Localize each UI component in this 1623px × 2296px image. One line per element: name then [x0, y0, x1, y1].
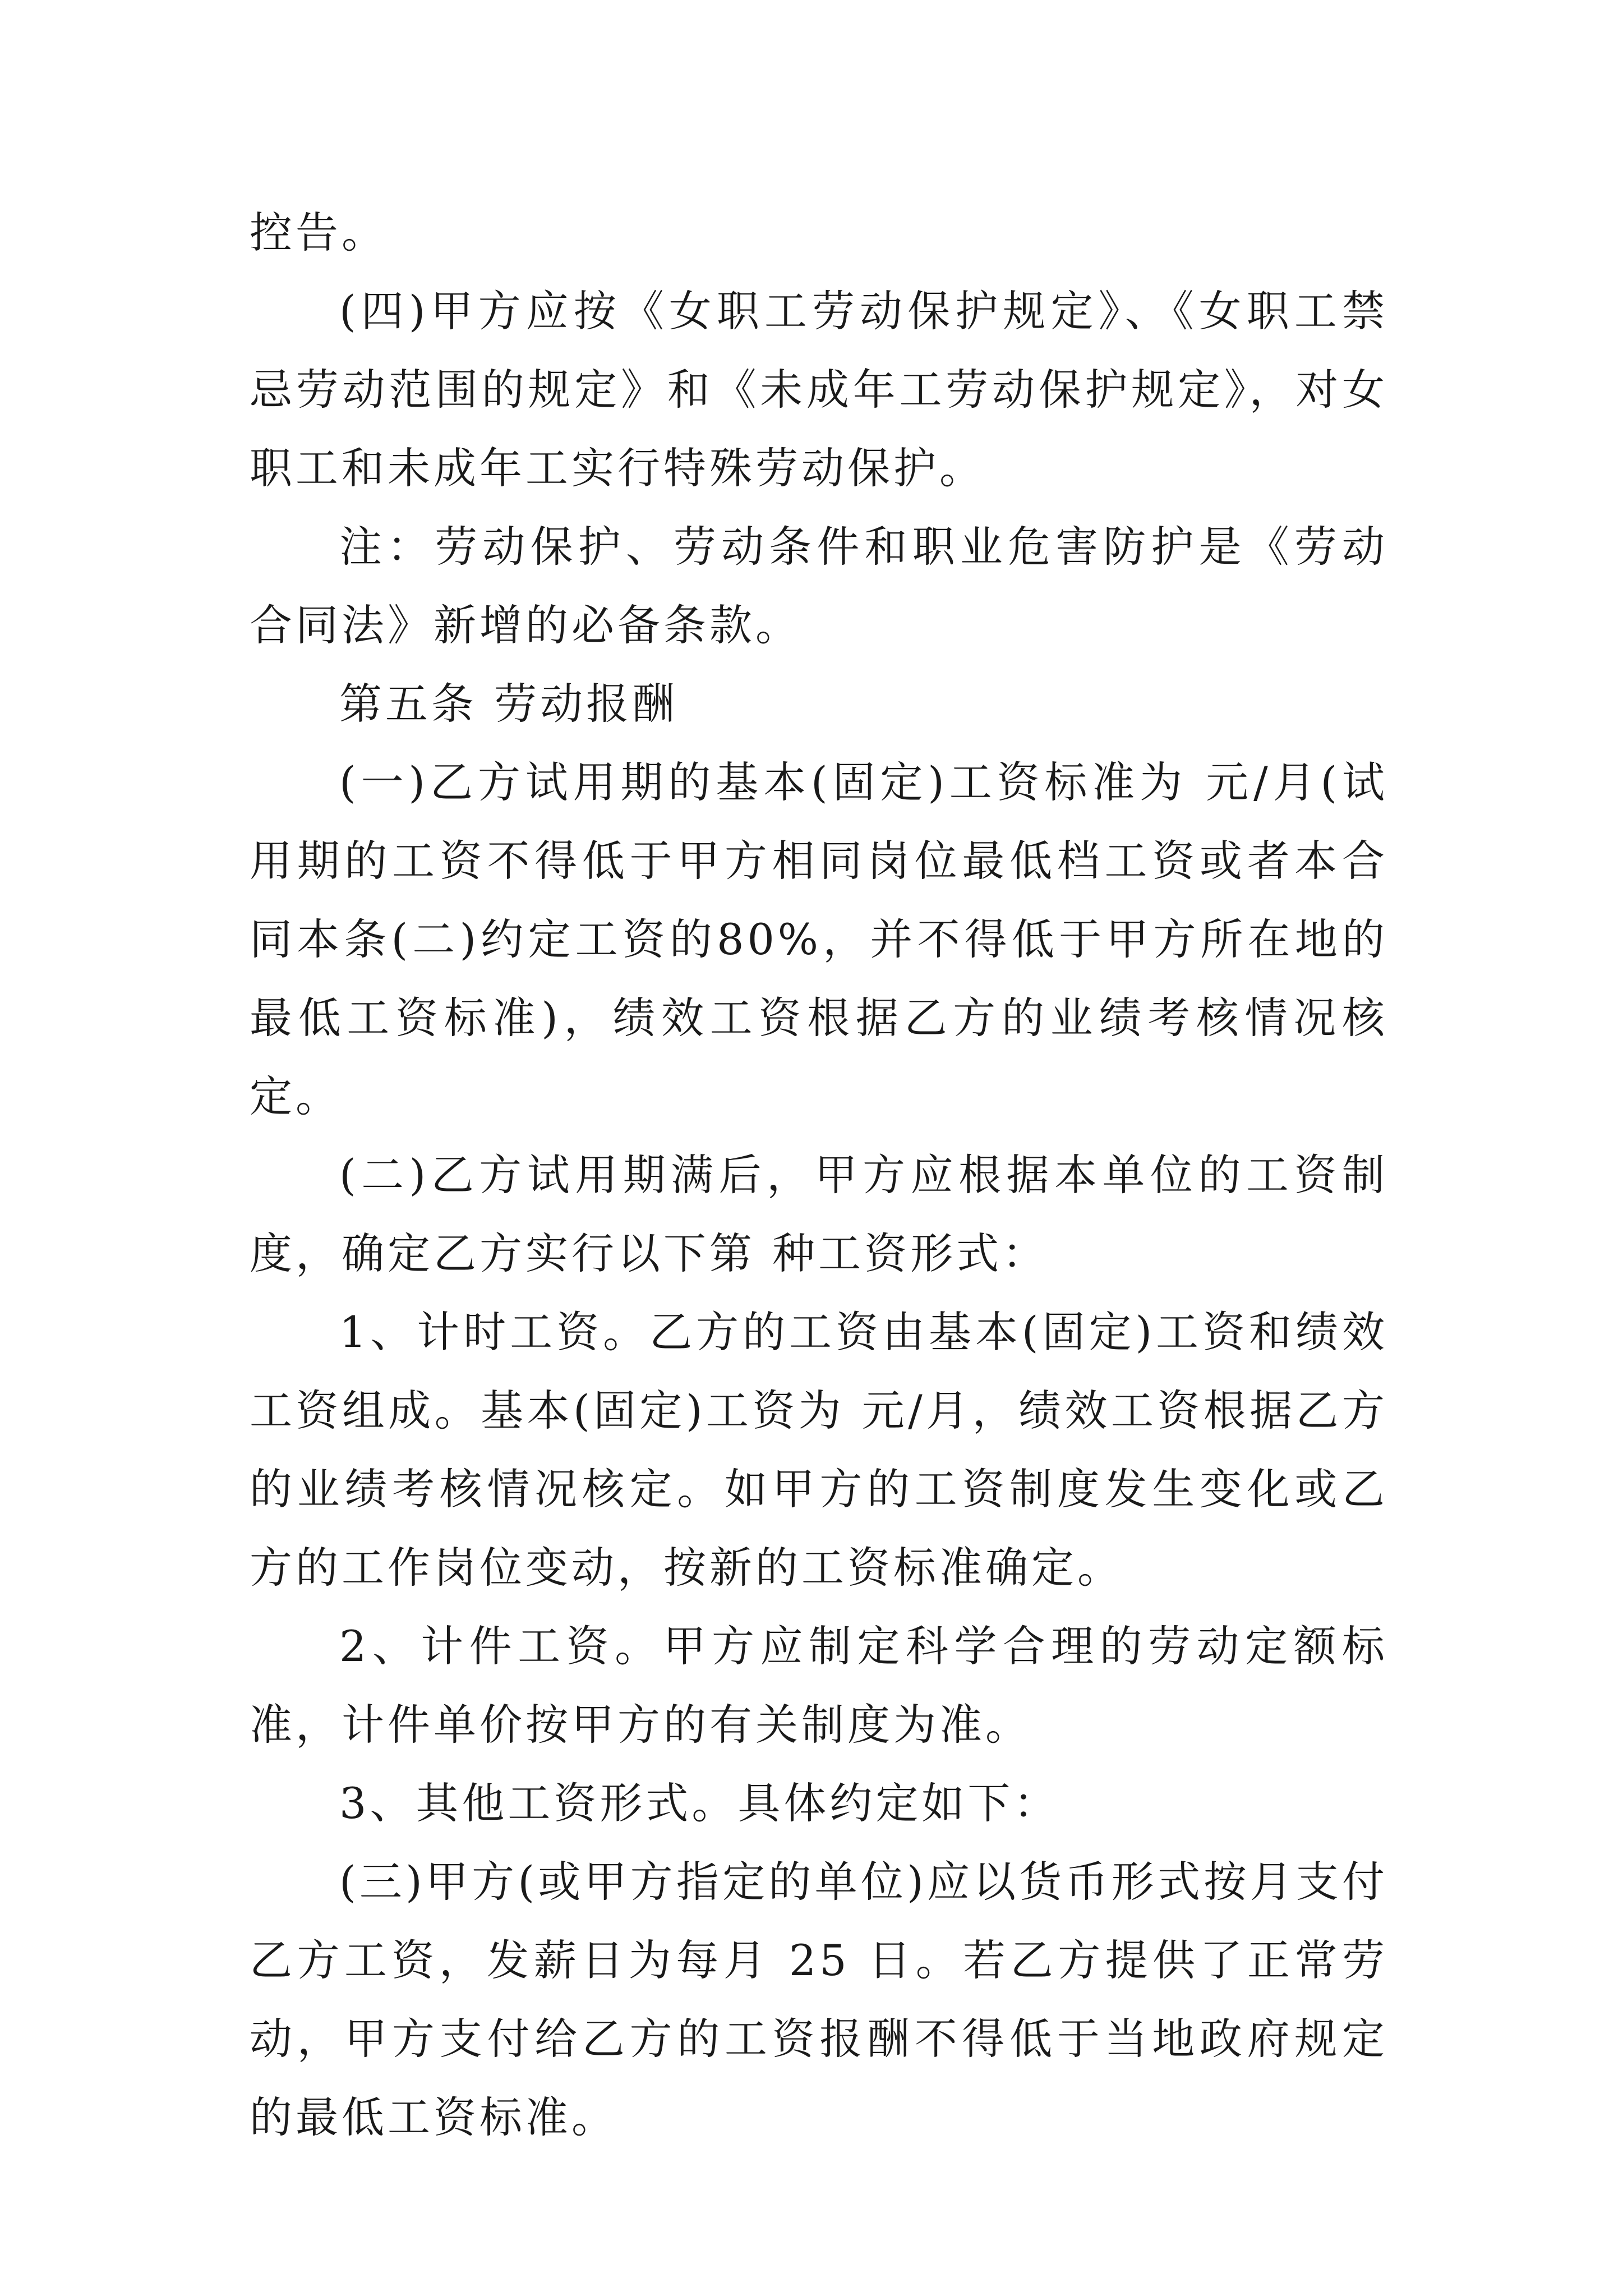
article-heading: 第五条 劳动报酬	[339, 679, 679, 729]
paragraph-note: 注：劳动保护、劳动条件和职业危害防护是《劳动合同法》新增的必备条款。	[250, 522, 1388, 650]
paragraph-time-wage: 1、计时工资。乙方的工资由基本(固定)工资和绩效工资组成。基本(固定)工资为 元/月，绩效工资根据乙方的业绩考核情况核定。如甲方的工资制度发生变化或乙方的工作岗位变动，按新的工资标准确定。	[250, 1307, 1388, 1593]
paragraph-wage-form: (二)乙方试用期满后，甲方应根据本单位的工资制度，确定乙方实行以下第 种工资形式：	[250, 1150, 1388, 1278]
paragraph-piece-wage: 2、计件工资。甲方应制定科学合理的劳动定额标准，计件单价按甲方的有关制度为准。	[250, 1621, 1388, 1750]
paragraph-probation-wage: (一)乙方试用期的基本(固定)工资标准为 元/月(试用期的工资不得低于甲方相同岗位最低档工资或者本合同本条(二)约定工资的80%，并不得低于甲方所在地的最低工资标准)，绩效工资根据乙方的业绩考核情况核定。	[250, 757, 1388, 1121]
paragraph-payment: (三)甲方(或甲方指定的单位)应以货币形式按月支付乙方工资，发薪日为每月 25 日。若乙方提供了正常劳动，甲方支付给乙方的工资报酬不得低于当地政府规定的最低工资标准。	[250, 1857, 1388, 2142]
paragraph-female-worker-protection: (四)甲方应按《女职工劳动保护规定》、《女职工禁忌劳动范围的规定》和《未成年工劳动保护规定》，对女职工和未成年工实行特殊劳动保护。	[250, 286, 1388, 493]
paragraph-continuation: 控告。	[250, 208, 388, 257]
document-body	[250, 194, 1388, 2157]
paragraph-other-wage: 3、其他工资形式。具体约定如下：	[339, 1778, 1060, 1828]
